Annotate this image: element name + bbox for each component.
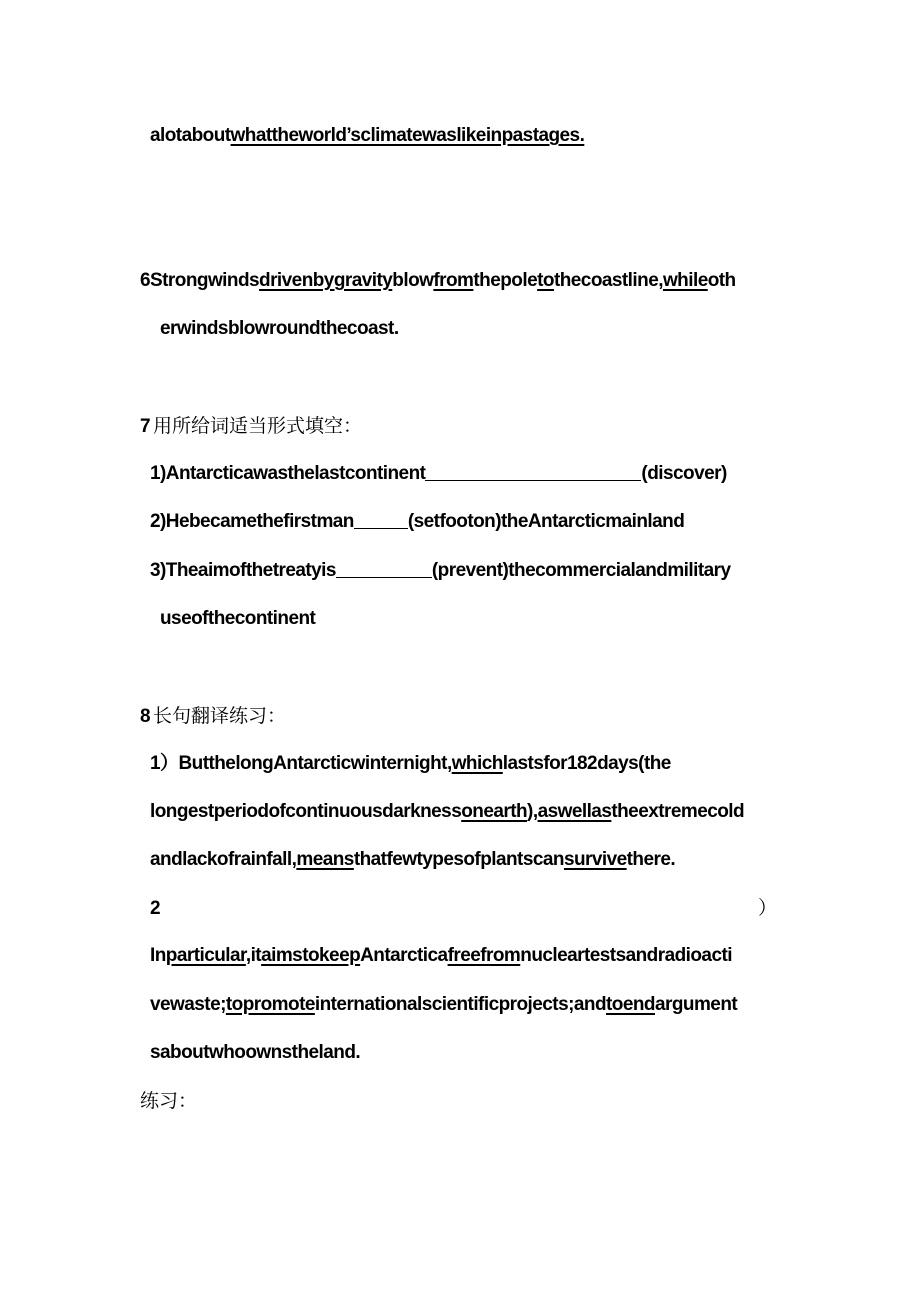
sentence-text: theextremecold [611,801,745,822]
item8-s2-paren [758,896,777,920]
sentence-text: lastsfor182days(the [502,753,671,774]
sentence-underlined: aimstokeep [261,945,361,966]
item6-text: blow [392,270,434,291]
sentence-text: In [150,945,166,966]
sentence-text: ,it [245,945,262,966]
question-hint: (discover) [641,463,727,484]
item6-text: Strongwinds [150,270,260,291]
question-hint: (prevent)thecommercialandmilitary [431,560,731,581]
item6-text: erwindsblowroundthecoast. [160,318,399,339]
sentence-number: 1） [150,753,179,774]
item8-s1-line3 [150,848,675,872]
item8-number: 8 [140,706,151,727]
answer-blank[interactable] [336,559,432,578]
sentence-text: internationalscientificprojects;and [314,994,607,1015]
item6-underlined: drivenbygravity [259,270,393,291]
item5-continuation [150,124,584,148]
sentence-text: saboutwhoownstheland. [150,1042,361,1063]
answer-blank[interactable] [425,462,641,481]
question-text: 2)Hebecamethefirstman [150,511,354,532]
question-text: 3)Theaimofthetreatyis [150,560,336,581]
sentence-text: argument [654,994,738,1015]
item6-underlined: from [433,270,474,291]
item5-text: alotabout [150,125,231,146]
sentence-underlined: toend [606,994,655,1015]
item6-text: thecoastline, [553,270,663,291]
item5-underlined: whattheworld’sclimatewaslikeinpastages. [230,125,585,146]
item6-line2 [160,317,399,341]
item7-q3-line2 [160,607,315,631]
question-text: useofthecontinent [160,608,316,629]
item6-line1 [140,269,736,293]
item8-s2-line3 [150,1041,360,1065]
sentence-text: nucleartestsandradioacti [520,945,732,966]
sentence-number: 2 [150,898,161,919]
item6-text: thepole [473,270,538,291]
sentence-underlined: which [451,753,503,774]
item7-q1 [150,462,727,486]
item8-s2-line2 [150,993,737,1017]
sentence-underlined: aswellas [537,801,612,822]
sentence-underlined: topromote [225,994,315,1015]
sentence-text: vewaste; [150,994,226,1015]
practice-label [140,1089,197,1113]
item6-underlined: to [537,270,554,291]
sentence-text: longestperiodofcontinuousdarkness [150,801,462,822]
sentence-text: Antarctica [360,945,448,966]
item7-q2 [150,510,684,534]
sentence-underlined: onearth [461,801,528,822]
sentence-underlined: means [296,849,354,870]
sentence-underlined: survive [563,849,627,870]
answer-blank[interactable] [354,510,408,529]
item6-number: 6 [140,270,151,291]
item7-number: 7 [140,416,151,437]
item8-s1-line2 [150,800,744,824]
question-hint: (setfooton)theAntarcticmainland [407,511,685,532]
item8-s1-line1 [150,752,671,776]
item8-heading-text: 长句翻译练习： [153,705,287,727]
question-text: 1)Antarcticawasthelastcontinent [150,463,426,484]
item7-q3 [150,559,731,583]
sentence-underlined: freefrom [447,945,521,966]
sentence-text: ), [527,801,538,822]
item6-underlined: while [662,270,708,291]
item7-heading-text: 用所给词适当形式填空： [153,415,363,437]
sentence-underlined: particular [165,945,246,966]
item8-s2-line1 [150,944,732,968]
sentence-text: thatfewtypesofplantscan [353,849,564,870]
item6-text: oth [707,270,736,291]
item8-heading [140,704,286,729]
practice-label-text: 练习： [140,1090,198,1112]
item7-heading [140,414,362,439]
sentence-text: ButthelongAntarcticwinternight, [178,753,452,774]
sentence-text: andlackofrainfall, [150,849,297,870]
item8-s2-number [150,897,160,921]
sentence-text: there. [626,849,676,870]
sentence-paren: ） [758,897,778,919]
